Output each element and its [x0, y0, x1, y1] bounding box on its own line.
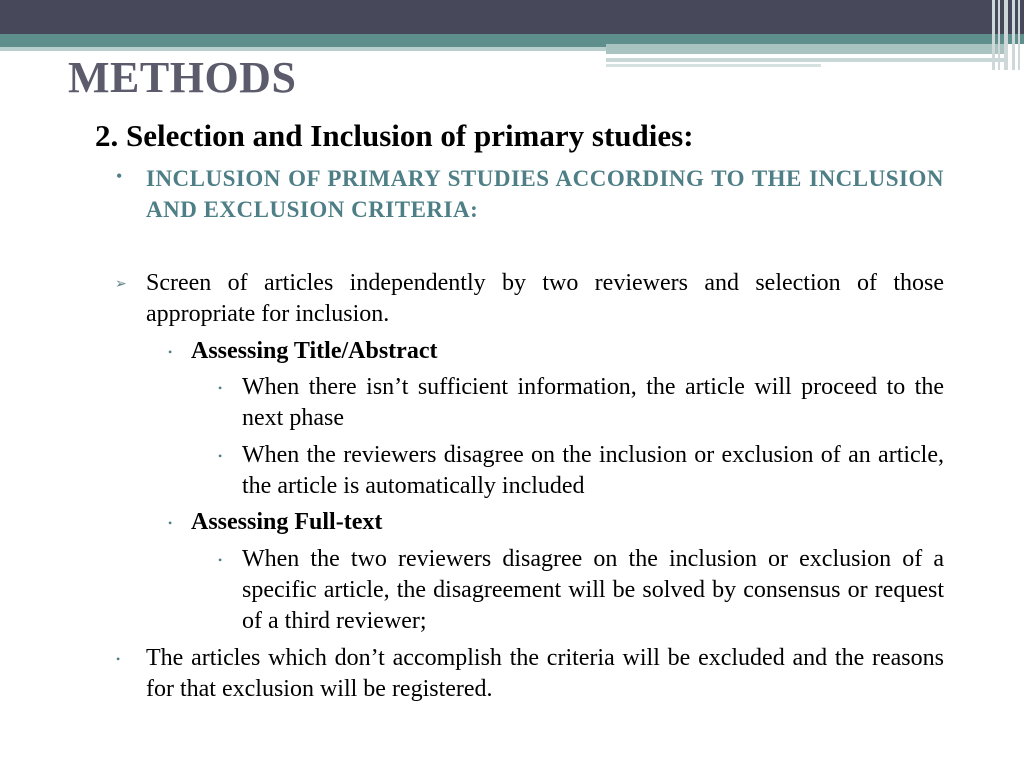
bullet-dot-icon: •: [116, 652, 121, 666]
slide-title: METHODS: [68, 53, 297, 102]
inclusion-criteria-heading: INCLUSION OF PRIMARY STUDIES ACCORDING TO THE INCLUSION AND EXCLUSION CRITERIA:: [146, 166, 944, 222]
header-accent-line: [606, 44, 1006, 54]
bullet-dot-icon: •: [218, 553, 223, 567]
header-accent-line: [606, 58, 1006, 62]
full-text-heading: Assessing Full-text: [191, 509, 383, 535]
screening-item: Screen of articles independently by two reviewers and selection of those appropriate for inclusion.: [146, 270, 944, 327]
bullet-dot-icon: •: [168, 516, 173, 530]
bullet-dot-icon: •: [218, 449, 223, 463]
header-vertical-bars: [988, 0, 1024, 70]
title-abstract-heading: Assessing Title/Abstract: [191, 338, 438, 364]
header-dark-band: [0, 0, 1024, 34]
bullet-dot-icon: •: [116, 166, 123, 186]
exclusion-item: The articles which don’t accomplish the criteria will be excluded and the reasons for that exclusion will be registered.: [146, 645, 944, 702]
disagree-title-item: When the reviewers disagree on the inclusion or exclusion of an article, the article is automatically included: [242, 442, 944, 499]
header-light-band: [0, 47, 606, 51]
bullet-dot-icon: •: [168, 345, 173, 359]
arrow-bullet-icon: ➢: [115, 277, 127, 292]
header-accent-line: [606, 64, 821, 67]
slide-subtitle: 2. Selection and Inclusion of primary studies:: [95, 118, 694, 153]
bullet-dot-icon: •: [218, 381, 223, 395]
insufficient-info-item: When there isn’t sufficient information, the article will proceed to the next phase: [242, 374, 944, 431]
disagree-fulltext-item: When the two reviewers disagree on the inclusion or exclusion of a specific article, the disagreement will be solved by consensus or request of a third reviewer;: [242, 546, 944, 634]
